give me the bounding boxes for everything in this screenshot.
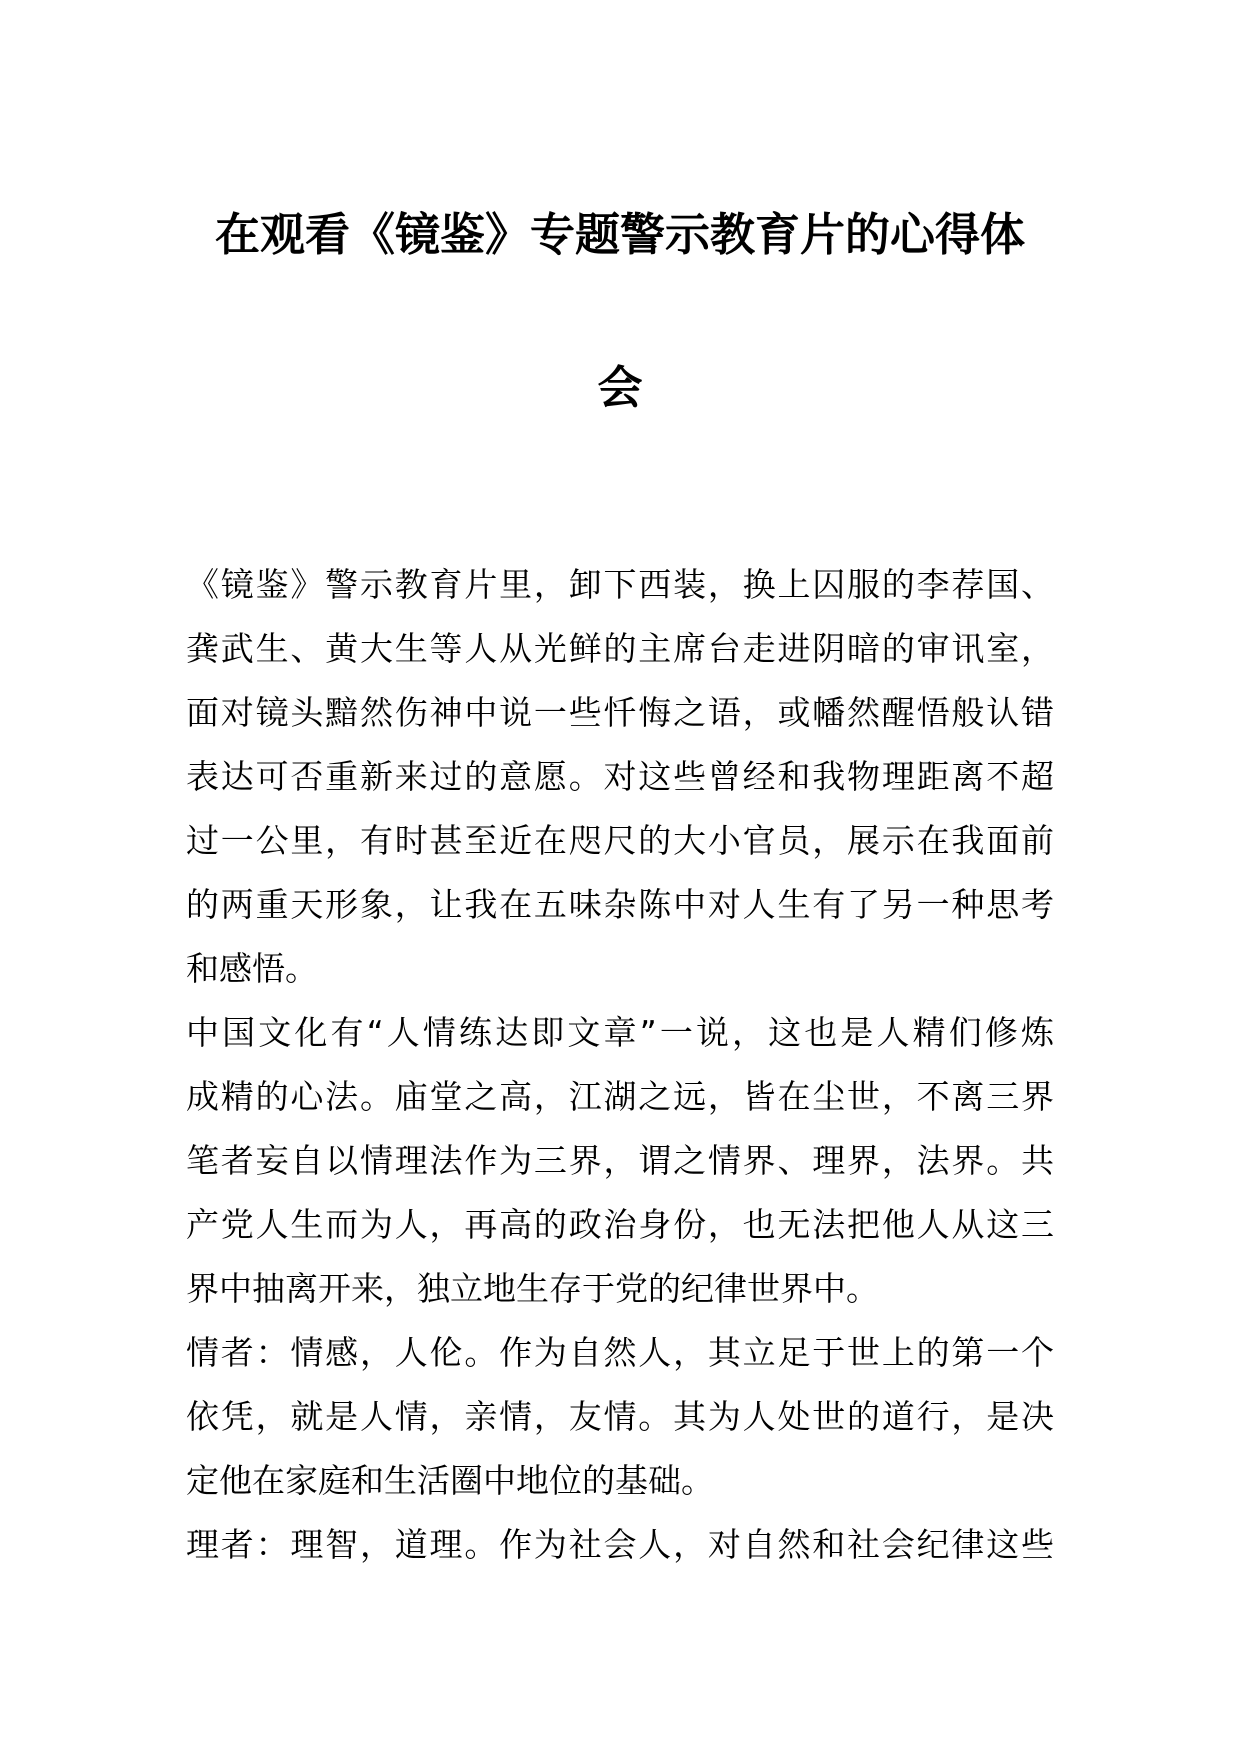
paragraph-line: 龚武生、黄大生等人从光鲜的主席台走进阴暗的审讯室， [186, 629, 1054, 668]
paragraph-line: 界中抽离开来，独立地生存于党的纪律世界中。 [186, 1269, 879, 1308]
paragraph-line: 表达可否重新来过的意愿。对这些曾经和我物理距离不超 [186, 757, 1054, 796]
paragraph-line: 过一公里，有时甚至近在咫尺的大小官员，展示在我面前 [186, 821, 1054, 860]
document-body [186, 553, 1054, 1577]
paragraph-line: 中国文化有“人情练达即文章”一说，这也是人精们修炼 [186, 1013, 1054, 1052]
paragraph-3 [186, 1321, 1054, 1513]
paragraph-2 [186, 1001, 1054, 1321]
paragraph-line: 成精的心法。庙堂之高，江湖之远，皆在尘世，不离三界 [186, 1077, 1054, 1116]
paragraph-line: 理者：理智，道理。作为社会人，对自然和社会纪律这些 [186, 1525, 1054, 1564]
document-title-line-1: 在观看《镜鉴》专题警示教育片的心得体 [214, 208, 1025, 261]
paragraph-line: 面对镜头黯然伤神中说一些忏悔之语，或幡然醒悟般认错 [186, 693, 1054, 732]
paragraph-line: 的两重天形象，让我在五味杂陈中对人生有了另一种思考 [186, 885, 1054, 924]
paragraph-line: 产党人生而为人，再高的政治身份，也无法把他人从这三 [186, 1205, 1054, 1244]
paragraph-4 [186, 1513, 1054, 1577]
paragraph-line: 笔者妄自以情理法作为三界，谓之情界、理界，法界。共 [186, 1141, 1054, 1180]
paragraph-line: 《镜鉴》警示教育片里，卸下西装，换上囚服的李荐国、 [186, 565, 1054, 604]
document-title-line-2: 会 [597, 361, 643, 414]
paragraph-line: 情者：情感，人伦。作为自然人，其立足于世上的第一个 [186, 1333, 1054, 1372]
paragraph-line: 和感悟。 [186, 949, 318, 988]
paragraph-line: 定他在家庭和生活圈中地位的基础。 [186, 1461, 714, 1500]
paragraph-1 [186, 553, 1054, 1001]
paragraph-line: 依凭，就是人情，亲情，友情。其为人处世的道行，是决 [186, 1397, 1054, 1436]
